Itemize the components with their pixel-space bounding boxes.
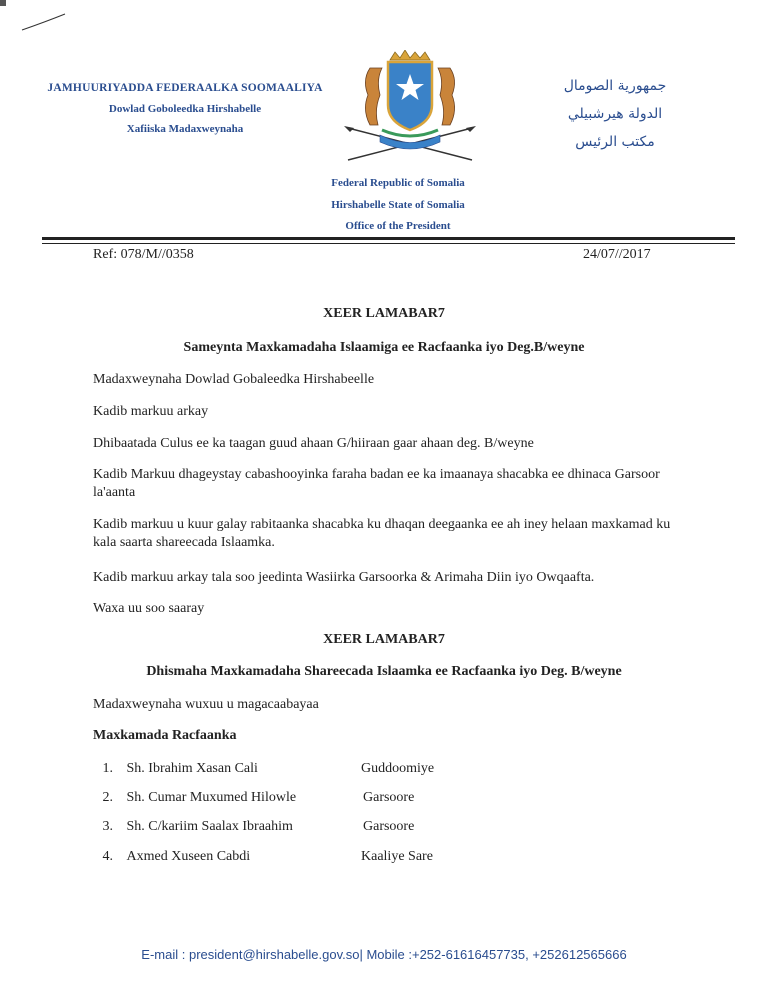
member-number: 4.: [102, 849, 113, 864]
member-number: 3.: [102, 819, 113, 834]
header-right-line1: جمهورية الصومال: [563, 78, 667, 94]
member-row: [93, 761, 258, 777]
member-number: 1.: [102, 761, 113, 776]
header-left-line3: Xafiiska Madaxweynaha: [126, 123, 244, 135]
paragraph: Dhibaatada Culus ee ka taagan guud ahaan G/hiiraan gaar ahaan deg. B/weyne: [93, 436, 534, 451]
paragraph: Kadib Markuu dhageystay cabashooyinka faraha badan ee ka imaanaya shacabka ee dhinaca Garsoor la'aanta: [93, 467, 660, 500]
member-number: 2.: [102, 790, 113, 805]
decree-title: XEER LAMABAR7: [323, 306, 445, 321]
paragraph: Kadib markuu arkay tala soo jeedinta Wasiirka Garsoorka & Arimaha Diin iyo Owqaafta.: [93, 570, 595, 585]
paragraph: Madaxweynaha Dowlad Gobaleedka Hirshabeelle: [93, 372, 375, 387]
member-role: Garsoore: [363, 790, 415, 805]
pen-mark: [20, 10, 70, 35]
member-name: Axmed Xuseen Cabdi: [126, 849, 251, 864]
header-right-line3: مكتب الرئيس: [575, 134, 655, 150]
header-center: [298, 173, 498, 238]
decree-subtitle-2: Dhismaha Maxkamadaha Shareecada Islaamka ee Racfaanka iyo Deg. B/weyne: [146, 664, 622, 679]
header-rule-thin: [42, 243, 735, 244]
coat-of-arms-emblem: [340, 50, 480, 165]
header-left: [20, 82, 350, 135]
paragraph: Waxa uu soo saaray: [93, 601, 205, 616]
paragraph: Kadib markuu u kuur galay rabitaanka shacabka ku dhaqan deegaanka ee ah iney helaan maxkamad ku kala saarta shareecada Islaamka.: [93, 517, 671, 550]
member-row: [93, 790, 296, 806]
header-right: [555, 72, 675, 156]
member-row: [93, 849, 250, 865]
header-center-line2: Hirshabelle State of Somalia: [331, 198, 465, 211]
reference-number: Ref: 078/M//0358: [93, 247, 194, 262]
header-left-line2: Dowlad Goboleedka Hirshabelle: [108, 103, 262, 115]
member-role: Garsoore: [363, 819, 415, 834]
member-name: Sh. Cumar Muxumed Hilowle: [126, 790, 297, 805]
header-center-line1: Federal Republic of Somalia: [331, 177, 465, 189]
header-left-line1: JAMHUURIYADDA FEDERAALKA SOOMAALIYA: [47, 82, 323, 94]
decree-title-2: XEER LAMABAR7: [323, 632, 445, 647]
header-rule-thick: [42, 237, 735, 240]
header-center-line3: Office of the President: [345, 220, 451, 232]
member-role: Kaaliye Sare: [361, 849, 433, 864]
member-name: Sh. C/kariim Saalax Ibraahim: [126, 819, 293, 834]
section-title: Maxkamada Racfaanka: [93, 728, 237, 743]
paragraph: Kadib markuu arkay: [93, 404, 209, 419]
corner-mark: [0, 0, 6, 6]
header-right-line2: الدولة هيرشبيلي: [567, 106, 663, 122]
document-date: 24/07//2017: [583, 247, 651, 262]
member-name: Sh. Ibrahim Xasan Cali: [126, 761, 258, 776]
member-role: Guddoomiye: [361, 761, 435, 776]
decree-subtitle: Sameynta Maxkamadaha Islaamiga ee Racfaanka iyo Deg.B/weyne: [183, 340, 585, 355]
footer-contact: E-mail : president@hirshabelle.gov.so| Mobile :+252-61616457735, +252612565666: [141, 947, 627, 962]
appointment-intro: Madaxweynaha wuxuu u magacaabayaa: [93, 697, 319, 712]
member-row: [93, 819, 293, 835]
